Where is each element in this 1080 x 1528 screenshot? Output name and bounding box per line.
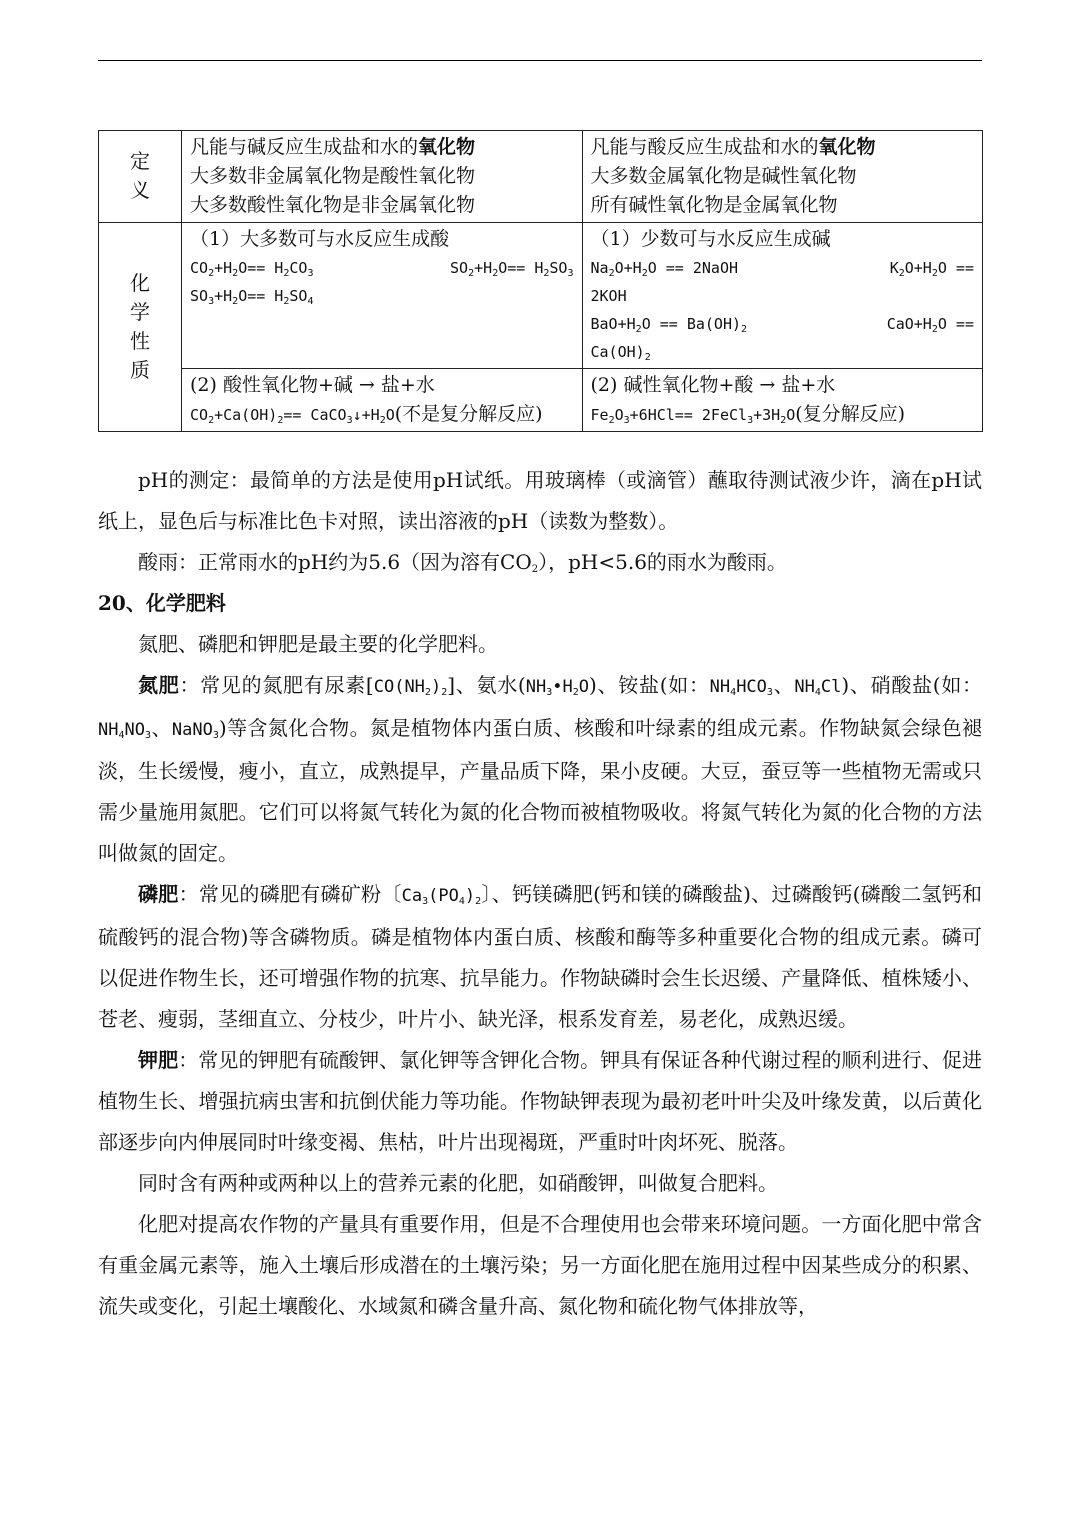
base-def-keyword: 氧化物 <box>818 136 876 158</box>
chem-header-cell <box>99 223 182 432</box>
eq-na2o-h2o: $Na_2O+H_2O$ == 2NaOH <box>590 259 739 279</box>
eq-co2-caoh2: $CO_2+Ca(OH)_2==$ $CaCO_3↓+H_2O$ <box>190 406 395 426</box>
acid-def-line1: 凡能与碱反应生成盐和水的 <box>190 136 419 158</box>
acid-oxide-base-reaction <box>182 369 583 432</box>
definition-row <box>99 131 983 223</box>
basic-oxide-water-reaction <box>582 223 983 369</box>
base-water-title: （1）少数可与水反应生成碱 <box>590 228 831 250</box>
eq-k2o-product: 2KOH <box>590 287 627 305</box>
eq-so2-h2o: $SO_2+H_2O== H_2SO_3$ <box>450 259 574 279</box>
base-def-line3: 所有碱性氧化物是金属氧化物 <box>590 194 838 216</box>
phosphorus-paragraph: 磷肥：常见的磷肥有磷矿粉〔$Ca_3(PO_4)_2$〕、钙镁磷肥(钙和镁的磷酸盐)、过磷酸钙(磷酸二氢钙和硫酸钙的混合物)等含磷物质。磷是植物体内蛋白质、核酸和酶等多种重要化合物的组成元素。磷可以促进作物生长，还可增强作物的抗寒、抗旱能力。作物缺磷时会生长迟缓、产量降低、植株矮小、苍老、瘦弱，茎细直立、分枝少，叶片小、缺光泽，根系发育差，易老化，成熟迟缓。 <box>98 882 983 1031</box>
compound-fertilizer-paragraph: 同时含有两种或两种以上的营养元素的化肥，如硝酸钾，叫做复合肥料。 <box>138 1171 778 1195</box>
environment-paragraph: 化肥对提高农作物的产量具有重要作用，但是不合理使用也会带来环境问题。一方面化肥中常含有重金属元素等，施入土壤后形成潜在的土壤污染；另一方面化肥在施用过程中因某些成分的积累、流失或变化，引起土壤酸化、水域氮和磷含量升高、氮化物和硫化物气体排放等， <box>98 1212 982 1318</box>
acid-base-note: (不是复分解反应) <box>394 403 543 425</box>
eq-cao-product: $Ca(OH)_2$ <box>590 343 651 363</box>
chem-row-1 <box>99 223 983 369</box>
eq-fe2o3-hcl: $Fe_2O_3+6HCl==$ $2FeCl_3+3H_2O$ <box>590 406 796 426</box>
ph-measurement-paragraph: pH的测定：最简单的方法是使用pH试纸。用玻璃棒（或滴管）蘸取待测试液少许，滴在pH试纸上，显色后与标准比色卡对照，读出溶液的pH（读数为整数）。 <box>98 468 982 533</box>
base-eq-row-2 <box>591 310 975 338</box>
eq-co2-h2o: $CO_2+H_2O== H_2CO_3$ <box>190 259 314 279</box>
base-acid-note: (复分解反应) <box>795 403 906 425</box>
nitrogen-paragraph: 氮肥：常见的氮肥有尿素$[CO(NH_2)_2]$、氨水$(NH_3•H_2O)$、铵盐(如：$NH_4HCO_3$、$NH_4Cl$)、硝酸盐(如：$NH_4NO_3$、NaNO$_3$)等含氮化合物。氮是植物体内蛋白质、核酸和叶绿素的组成元素。作物缺氮会绿色褪淡，生长缓慢，瘦小，直立，成熟提早，产量品质下降，果小皮硬。大豆，蚕豆等一些植物无需或只需少量施用氮肥。它们可以将氮气转化为氮的化合物而被植物吸收。将氮气转化为氮的化合物的方法叫做氮的固定。 <box>98 673 983 865</box>
header-rule <box>98 60 982 61</box>
eq-so3-h2o: $SO_3+H_2O== H_2SO_4$ <box>190 287 314 307</box>
definition-header: 定义 <box>130 149 150 202</box>
base-eq-row-1 <box>591 254 975 282</box>
acid-oxide-definition <box>182 131 583 223</box>
oxide-comparison-table <box>98 130 983 432</box>
acid-base-title: (2) 酸性氧化物+碱 → 盐+水 <box>190 374 435 396</box>
fertilizer-intro: 氮肥、磷肥和钾肥是最主要的化学肥料。 <box>138 632 498 656</box>
acid-def-line2: 大多数非金属氧化物是酸性氧化物 <box>190 165 476 187</box>
chem-property-header: 化学性质 <box>130 270 150 382</box>
base-def-line1: 凡能与酸反应生成盐和水的 <box>590 136 819 158</box>
basic-oxide-definition <box>582 131 983 223</box>
acid-def-line3: 大多数酸性氧化物是非金属氧化物 <box>190 194 476 216</box>
nitrogen-label: 氮肥 <box>138 673 180 697</box>
section-title: 20、化学肥料 <box>98 591 226 615</box>
chem-row-2 <box>99 369 983 432</box>
base-def-line2: 大多数金属氧化物是碱性氧化物 <box>590 165 857 187</box>
potassium-paragraph: 钾肥：常见的钾肥有硫酸钾、氯化钾等含钾化合物。钾具有保证各种代谢过程的顺利进行、促进植物生长、增强抗病虫害和抗倒伏能力等功能。作物缺钾表现为最初老叶叶尖及叶缘发黄，以后黄化部逐步向内伸展同时叶缘变褐、焦枯，叶片出现褐斑，严重时叶肉坏死、脱落。 <box>98 1048 983 1154</box>
potassium-label: 钾肥 <box>138 1048 179 1072</box>
eq-k2o-h2o: $K_2O+H_2O$ == <box>889 259 974 279</box>
acid-eq-row-1 <box>190 254 574 282</box>
basic-oxide-acid-reaction <box>582 369 983 432</box>
acid-oxide-water-reaction <box>182 223 583 369</box>
acid-rain-paragraph: 酸雨：正常雨水的pH约为5.6（因为溶有$CO_2$），pH<5.6的雨水为酸雨。 <box>138 550 787 575</box>
eq-cao-h2o: $CaO+H_2O$ == <box>886 315 974 335</box>
acid-water-title: （1）大多数可与水反应生成酸 <box>190 228 450 250</box>
definition-header-cell <box>99 131 182 223</box>
eq-bao-h2o: $BaO+H_2O == Ba(OH)_2$ <box>590 315 748 335</box>
body-text <box>98 460 982 1327</box>
phosphorus-label: 磷肥 <box>138 882 179 906</box>
base-acid-title: (2) 碱性氧化物+酸 → 盐+水 <box>590 374 836 396</box>
acid-def-keyword: 氧化物 <box>418 136 476 158</box>
